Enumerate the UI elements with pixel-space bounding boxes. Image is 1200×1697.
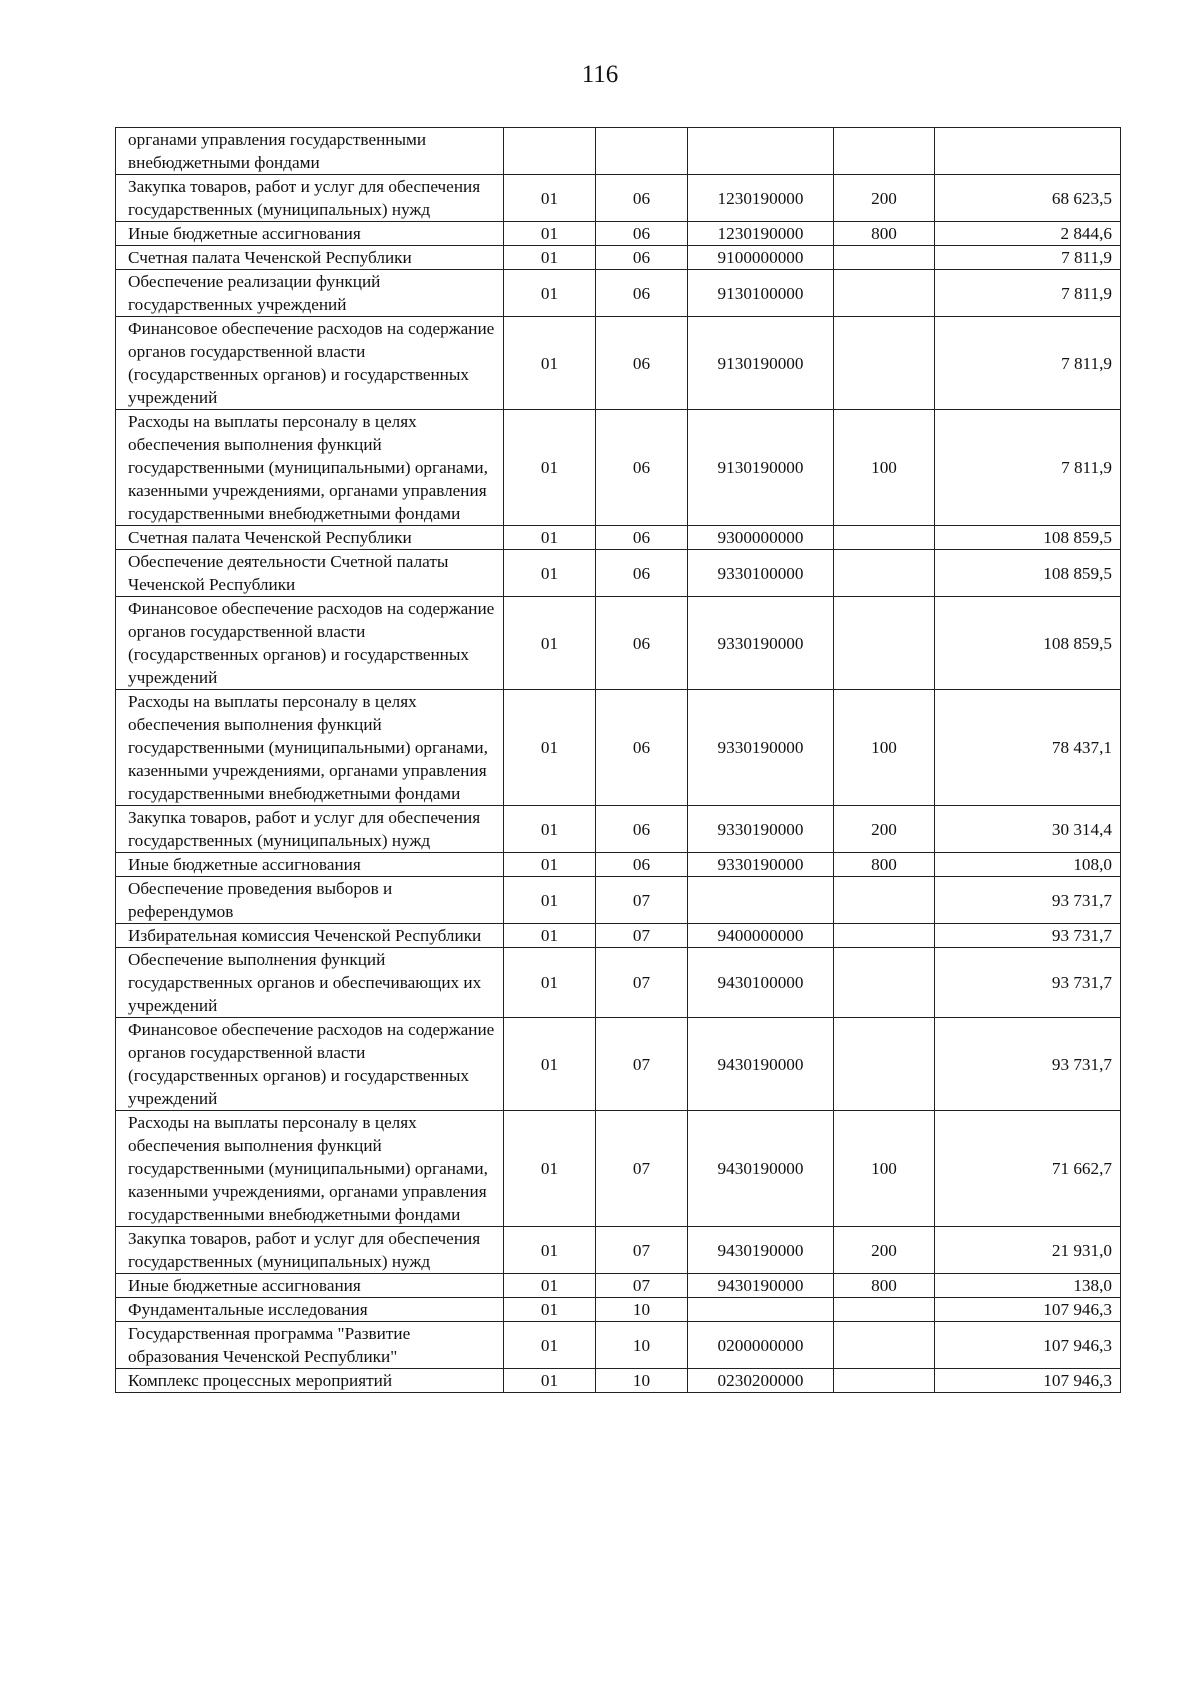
amount-cell: 107 946,3	[935, 1369, 1121, 1393]
section-code-cell: 01	[504, 270, 596, 317]
expense-type-cell	[834, 1369, 935, 1393]
subsection-code-cell: 10	[596, 1298, 688, 1322]
expense-name-cell: Расходы на выплаты персоналу в целях обеспечения выполнения функций государственными (муниципальными) органами, казенными учреждениями, органами управления государственными внебюджетными фондами	[116, 1111, 504, 1227]
table-row	[116, 948, 1121, 1018]
expense-name-cell: Обеспечение реализации функций государственных учреждений	[116, 270, 504, 317]
table-row	[116, 924, 1121, 948]
table-row	[116, 1274, 1121, 1298]
expense-name-cell: Закупка товаров, работ и услуг для обеспечения государственных (муниципальных) нужд	[116, 1227, 504, 1274]
subsection-code-cell: 06	[596, 317, 688, 410]
table-row	[116, 1018, 1121, 1111]
subsection-code-cell: 06	[596, 853, 688, 877]
target-article-cell: 9330190000	[688, 806, 834, 853]
expense-name-cell: Финансовое обеспечение расходов на содержание органов государственной власти (государственных органов) и государственных учреждений	[116, 597, 504, 690]
expense-type-cell	[834, 1298, 935, 1322]
table-row	[116, 550, 1121, 597]
section-code-cell: 01	[504, 1111, 596, 1227]
target-article-cell: 0200000000	[688, 1322, 834, 1369]
expense-name-cell: Обеспечение проведения выборов и референдумов	[116, 877, 504, 924]
table-row	[116, 1369, 1121, 1393]
subsection-code-cell: 06	[596, 550, 688, 597]
table-row	[116, 1227, 1121, 1274]
amount-cell: 78 437,1	[935, 690, 1121, 806]
table-row	[116, 1322, 1121, 1369]
subsection-code-cell: 07	[596, 1227, 688, 1274]
table-row	[116, 526, 1121, 550]
target-article-cell: 9300000000	[688, 526, 834, 550]
subsection-code-cell: 07	[596, 1274, 688, 1298]
expense-type-cell	[834, 246, 935, 270]
target-article-cell	[688, 1298, 834, 1322]
amount-cell: 93 731,7	[935, 924, 1121, 948]
expense-name-cell: Финансовое обеспечение расходов на содержание органов государственной власти (государственных органов) и государственных учреждений	[116, 1018, 504, 1111]
amount-cell: 30 314,4	[935, 806, 1121, 853]
expense-type-cell	[834, 948, 935, 1018]
table-row	[116, 410, 1121, 526]
expense-name-cell: Закупка товаров, работ и услуг для обеспечения государственных (муниципальных) нужд	[116, 175, 504, 222]
subsection-code-cell: 07	[596, 924, 688, 948]
subsection-code-cell: 07	[596, 1111, 688, 1227]
expense-name-cell: Фундаментальные исследования	[116, 1298, 504, 1322]
section-code-cell: 01	[504, 1227, 596, 1274]
section-code-cell: 01	[504, 550, 596, 597]
target-article-cell: 0230200000	[688, 1369, 834, 1393]
expense-type-cell	[834, 597, 935, 690]
target-article-cell: 9330190000	[688, 853, 834, 877]
section-code-cell: 01	[504, 690, 596, 806]
expense-name-cell: Обеспечение деятельности Счетной палаты Чеченской Республики	[116, 550, 504, 597]
section-code-cell: 01	[504, 222, 596, 246]
subsection-code-cell: 07	[596, 948, 688, 1018]
expense-type-cell	[834, 128, 935, 175]
expense-type-cell	[834, 877, 935, 924]
target-article-cell	[688, 877, 834, 924]
table-row	[116, 1298, 1121, 1322]
expense-type-cell	[834, 550, 935, 597]
target-article-cell: 9130190000	[688, 317, 834, 410]
section-code-cell: 01	[504, 924, 596, 948]
table-row	[116, 175, 1121, 222]
amount-cell: 138,0	[935, 1274, 1121, 1298]
amount-cell: 68 623,5	[935, 175, 1121, 222]
table-row	[116, 270, 1121, 317]
section-code-cell: 01	[504, 806, 596, 853]
amount-cell: 7 811,9	[935, 317, 1121, 410]
amount-cell: 93 731,7	[935, 1018, 1121, 1111]
amount-cell: 7 811,9	[935, 410, 1121, 526]
expense-name-cell: Государственная программа "Развитие образования Чеченской Республики"	[116, 1322, 504, 1369]
subsection-code-cell: 07	[596, 877, 688, 924]
section-code-cell: 01	[504, 877, 596, 924]
expense-name-cell: Комплекс процессных мероприятий	[116, 1369, 504, 1393]
target-article-cell: 9430190000	[688, 1111, 834, 1227]
expense-name-cell: Иные бюджетные ассигнования	[116, 1274, 504, 1298]
target-article-cell: 9130100000	[688, 270, 834, 317]
section-code-cell: 01	[504, 175, 596, 222]
amount-cell: 107 946,3	[935, 1322, 1121, 1369]
expense-type-cell: 800	[834, 1274, 935, 1298]
page-number: 116	[581, 61, 619, 88]
section-code-cell: 01	[504, 526, 596, 550]
expense-name-cell: Закупка товаров, работ и услуг для обеспечения государственных (муниципальных) нужд	[116, 806, 504, 853]
expense-type-cell: 800	[834, 222, 935, 246]
target-article-cell: 9330190000	[688, 597, 834, 690]
table-row	[116, 597, 1121, 690]
subsection-code-cell: 10	[596, 1369, 688, 1393]
expense-type-cell: 100	[834, 690, 935, 806]
subsection-code-cell: 07	[596, 1018, 688, 1111]
section-code-cell: 01	[504, 1322, 596, 1369]
target-article-cell: 9430100000	[688, 948, 834, 1018]
amount-cell: 7 811,9	[935, 270, 1121, 317]
subsection-code-cell: 06	[596, 410, 688, 526]
target-article-cell: 1230190000	[688, 175, 834, 222]
expense-type-cell	[834, 1322, 935, 1369]
expense-type-cell	[834, 1018, 935, 1111]
subsection-code-cell: 06	[596, 246, 688, 270]
subsection-code-cell: 06	[596, 222, 688, 246]
section-code-cell: 01	[504, 317, 596, 410]
table-row	[116, 690, 1121, 806]
amount-cell: 93 731,7	[935, 877, 1121, 924]
amount-cell: 108 859,5	[935, 526, 1121, 550]
subsection-code-cell: 06	[596, 526, 688, 550]
amount-cell	[935, 128, 1121, 175]
expense-type-cell	[834, 526, 935, 550]
target-article-cell	[688, 128, 834, 175]
subsection-code-cell: 06	[596, 175, 688, 222]
table-row	[116, 222, 1121, 246]
section-code-cell	[504, 128, 596, 175]
amount-cell: 108,0	[935, 853, 1121, 877]
subsection-code-cell: 06	[596, 806, 688, 853]
table-row	[116, 1111, 1121, 1227]
expense-name-cell: Иные бюджетные ассигнования	[116, 853, 504, 877]
section-code-cell: 01	[504, 1274, 596, 1298]
target-article-cell: 9330100000	[688, 550, 834, 597]
expense-name-cell: Избирательная комиссия Чеченской Республики	[116, 924, 504, 948]
table-row	[116, 877, 1121, 924]
expense-type-cell	[834, 317, 935, 410]
target-article-cell: 9100000000	[688, 246, 834, 270]
expense-name-cell: Обеспечение выполнения функций государственных органов и обеспечивающих их учреждений	[116, 948, 504, 1018]
section-code-cell: 01	[504, 246, 596, 270]
expense-type-cell	[834, 924, 935, 948]
table-row	[116, 128, 1121, 175]
expense-type-cell: 200	[834, 1227, 935, 1274]
subsection-code-cell: 06	[596, 597, 688, 690]
amount-cell: 108 859,5	[935, 550, 1121, 597]
section-code-cell: 01	[504, 410, 596, 526]
table-row	[116, 246, 1121, 270]
section-code-cell: 01	[504, 1369, 596, 1393]
expense-name-cell: Иные бюджетные ассигнования	[116, 222, 504, 246]
expense-type-cell: 100	[834, 410, 935, 526]
expense-name-cell: Счетная палата Чеченской Республики	[116, 526, 504, 550]
table-row	[116, 806, 1121, 853]
expense-name-cell: Счетная палата Чеченской Республики	[116, 246, 504, 270]
expense-name-cell: Финансовое обеспечение расходов на содержание органов государственной власти (государственных органов) и государственных учреждений	[116, 317, 504, 410]
target-article-cell: 1230190000	[688, 222, 834, 246]
target-article-cell: 9330190000	[688, 690, 834, 806]
amount-cell: 71 662,7	[935, 1111, 1121, 1227]
section-code-cell: 01	[504, 597, 596, 690]
expense-name-cell: Расходы на выплаты персоналу в целях обеспечения выполнения функций государственными (муниципальными) органами, казенными учреждениями, органами управления государственными внебюджетными фондами	[116, 690, 504, 806]
section-code-cell: 01	[504, 1298, 596, 1322]
amount-cell: 107 946,3	[935, 1298, 1121, 1322]
section-code-cell: 01	[504, 1018, 596, 1111]
target-article-cell: 9400000000	[688, 924, 834, 948]
amount-cell: 21 931,0	[935, 1227, 1121, 1274]
expense-name-cell: Расходы на выплаты персоналу в целях обеспечения выполнения функций государственными (муниципальными) органами, казенными учреждениями, органами управления государственными внебюджетными фондами	[116, 410, 504, 526]
budget-table	[115, 127, 1121, 1393]
expense-type-cell: 100	[834, 1111, 935, 1227]
expense-name-cell: органами управления государственными внебюджетными фондами	[116, 128, 504, 175]
expense-type-cell: 200	[834, 175, 935, 222]
budget-table-body	[116, 128, 1121, 1393]
target-article-cell: 9430190000	[688, 1227, 834, 1274]
expense-type-cell: 200	[834, 806, 935, 853]
table-row	[116, 853, 1121, 877]
target-article-cell: 9430190000	[688, 1018, 834, 1111]
section-code-cell: 01	[504, 853, 596, 877]
amount-cell: 7 811,9	[935, 246, 1121, 270]
table-row	[116, 317, 1121, 410]
subsection-code-cell: 10	[596, 1322, 688, 1369]
section-code-cell: 01	[504, 948, 596, 1018]
amount-cell: 2 844,6	[935, 222, 1121, 246]
subsection-code-cell	[596, 128, 688, 175]
target-article-cell: 9430190000	[688, 1274, 834, 1298]
subsection-code-cell: 06	[596, 270, 688, 317]
expense-type-cell: 800	[834, 853, 935, 877]
expense-type-cell	[834, 270, 935, 317]
amount-cell: 108 859,5	[935, 597, 1121, 690]
subsection-code-cell: 06	[596, 690, 688, 806]
amount-cell: 93 731,7	[935, 948, 1121, 1018]
target-article-cell: 9130190000	[688, 410, 834, 526]
